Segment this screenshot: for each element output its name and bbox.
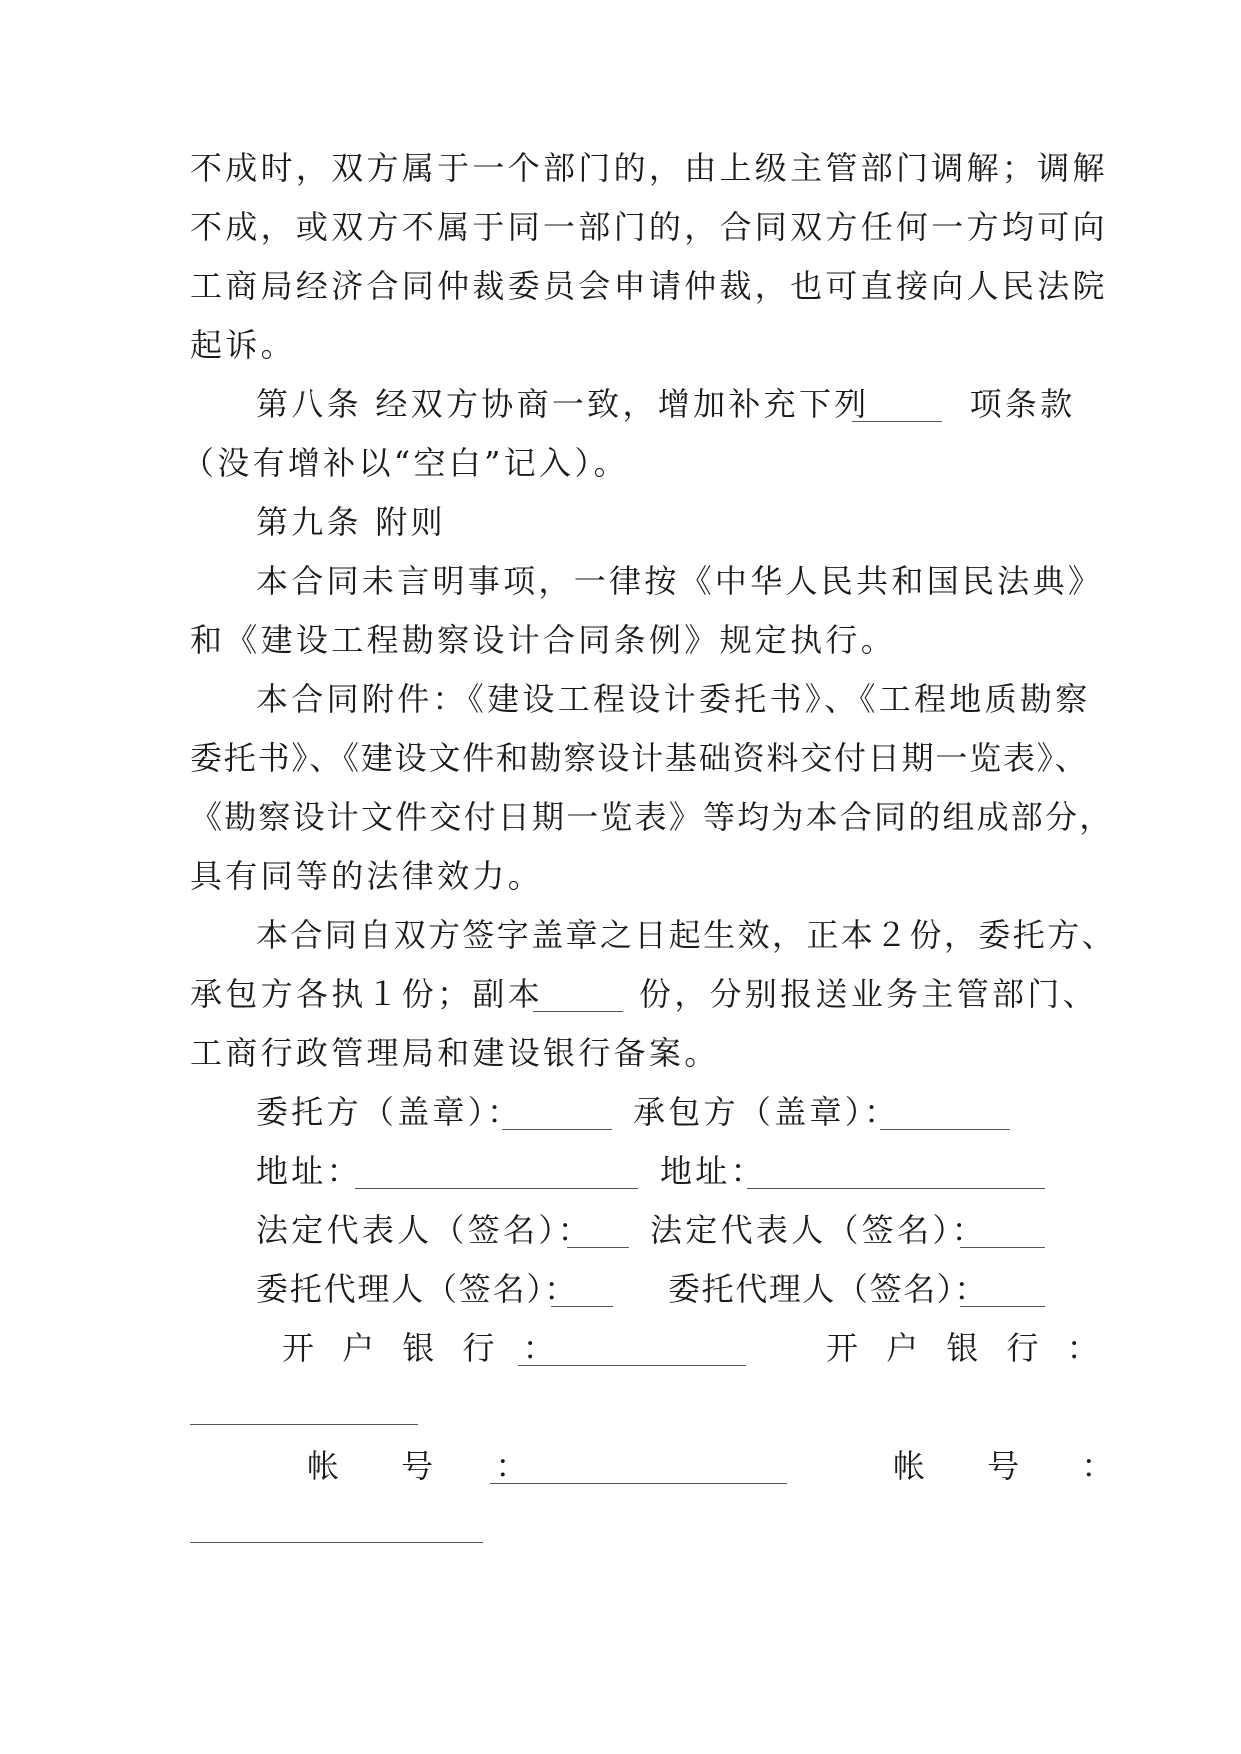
contractor-address-field [747,1188,1045,1189]
contractor-account-label: 帐 号 ： [893,1447,1140,1485]
article-9-p2-line-3: 《勘察设计文件交付日期一览表》等均为本合同的组成部分， [190,798,1114,836]
contractor-seal-label: 承包方（盖章）： [633,1093,900,1131]
contractor-rep-field [960,1247,1045,1248]
article-8-line-1 [256,384,1075,424]
paragraph-line-2: 不成，或双方不属于同一部门的，合同双方任何一方均可向 [190,208,1108,246]
article-9-p3-line-2 [190,974,1098,1014]
article-9-p2-line-2: 委托书》、《建设文件和勘察设计基础资料交付日期一览表》、 [190,739,1089,777]
article-9-p1-line-2: 和《建设工程勘察设计合同条例》规定执行。 [190,621,897,659]
client-agent-field [551,1306,613,1307]
paragraph-line-1: 不成时，双方属于一个部门的，由上级主管部门调解；调解 [190,149,1108,187]
contractor-agent-label: 委托代理人（签名）： [668,1270,989,1308]
client-seal-label: 委托方（盖章）： [256,1093,523,1131]
client-rep-label: 法定代表人（签名）： [256,1211,594,1249]
article-9-p3-line-1: 本合同自双方签字盖章之日起生效，正本２份，委托方、 [256,916,1117,954]
client-address-label: 地址： [256,1152,362,1190]
article-8-text-before: 第八条 经双方协商一致，增加补充下列 [256,385,870,423]
article-8-blank-underline [852,421,942,422]
article-9-title: 第九条 附则 [256,503,446,541]
article-9-p3-line-3: 工商行政管理局和建设银行备案。 [190,1034,720,1072]
contractor-bank-label: 开 户 银 行 ： [826,1329,1108,1367]
paragraph-line-3: 工商局经济合同仲裁委员会申请仲裁，也可直接向人民法院 [190,267,1108,305]
contractor-agent-field [960,1306,1045,1307]
client-address-field [355,1188,638,1189]
article-9-p2-line-4: 具有同等的法律效力。 [190,857,544,895]
article-9-p2-line-1: 本合同附件：《建设工程设计委托书》、《工程地质勘察 [256,680,1091,718]
contractor-bank-field [190,1424,418,1425]
article-9-p1-line-1: 本合同未言明事项，一律按《中华人民共和国民法典》 [256,562,1104,600]
article-8-line-2: （没有增补以“空白”记入）。 [182,444,629,482]
client-account-label: 帐 号 ： [307,1447,554,1485]
client-bank-field [518,1365,746,1366]
copies-text-before: 承包方各执１份；副本 [190,975,544,1013]
contractor-account-field [190,1542,483,1543]
client-rep-field [567,1247,629,1248]
client-agent-label: 委托代理人（签名）： [256,1270,579,1308]
copies-text-after: 份，分别报送业务主管部门、 [639,975,1098,1013]
contractor-address-label: 地址： [660,1152,766,1190]
client-account-field [490,1483,787,1484]
contractor-rep-label: 法定代表人（签名）： [650,1211,988,1249]
article-8-text-after: 项条款 [969,385,1076,423]
contractor-seal-field [880,1129,1010,1130]
paragraph-line-4: 起诉。 [190,326,296,364]
client-bank-label: 开 户 银 行 ： [282,1329,564,1367]
client-seal-field [502,1129,612,1130]
copies-blank-underline [533,1011,623,1012]
